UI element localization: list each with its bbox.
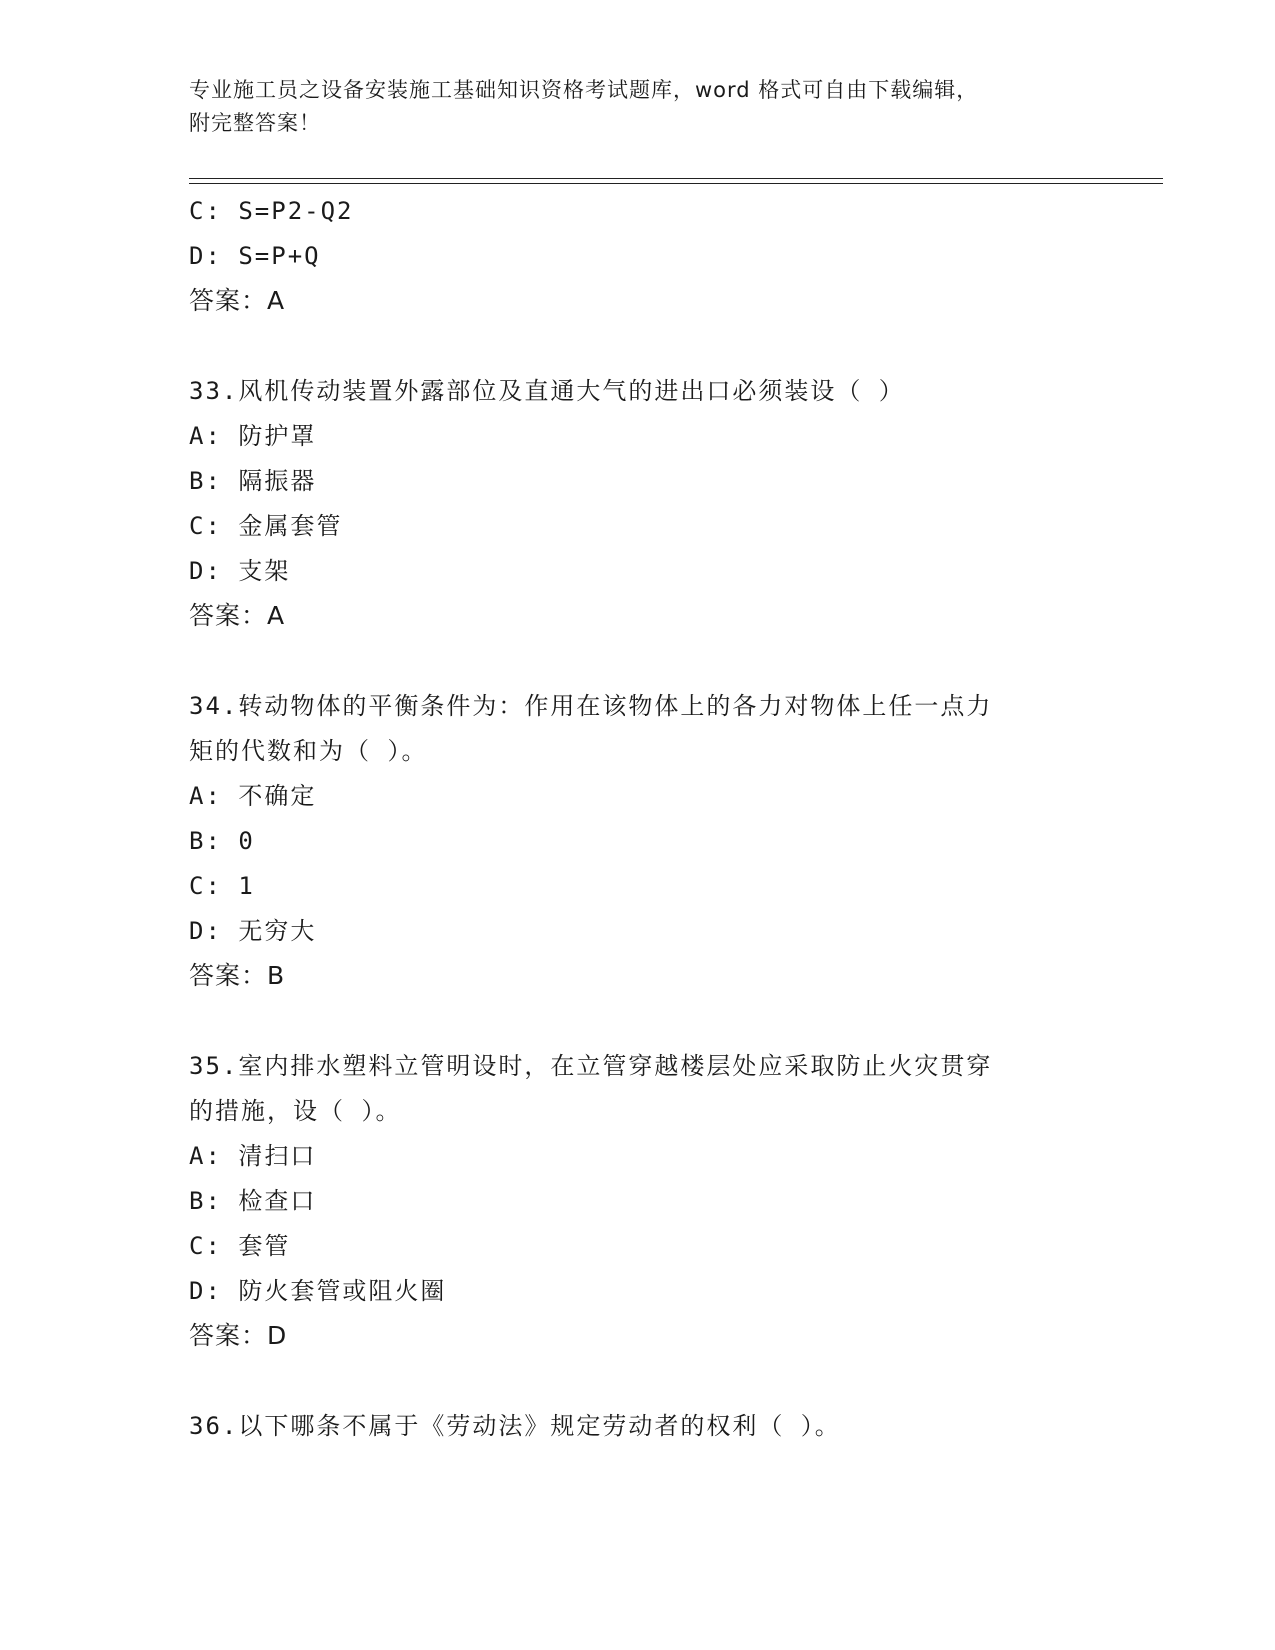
option-c: C: 套管 — [189, 1232, 291, 1260]
header-line-1: 专业施工员之设备安装施工基础知识资格考试题库，word 格式可自由下载编辑， — [189, 78, 979, 102]
option-c: C: 1 — [189, 872, 255, 900]
option-b: B: 检查口 — [189, 1187, 317, 1215]
question-33: 33.风机传动装置外露部位及直通大气的进出口必须装设（ ） — [189, 377, 905, 405]
option-d: D: 无穷大 — [189, 917, 317, 945]
question-36: 36.以下哪条不属于《劳动法》规定劳动者的权利（ ）。 — [189, 1412, 841, 1440]
option-c: C: 金属套管 — [189, 512, 343, 540]
question-35-continued: 的措施，设（ ）。 — [189, 1097, 402, 1125]
question-34: 34.转动物体的平衡条件为：作用在该物体上的各力对物体上任一点力 — [189, 692, 993, 720]
option-c: C: S=P2-Q2 — [189, 197, 354, 225]
document-header — [189, 74, 1089, 140]
option-a: A: 清扫口 — [189, 1142, 317, 1170]
header-divider-top — [189, 178, 1163, 179]
option-d: D: S=P+Q — [189, 242, 321, 270]
option-d: D: 支架 — [189, 557, 291, 585]
answer-line: 答案：B — [189, 961, 286, 990]
option-a: A: 不确定 — [189, 782, 317, 810]
answer-line: 答案：A — [189, 286, 286, 315]
option-d: D: 防火套管或阻火圈 — [189, 1277, 447, 1305]
answer-line: 答案：A — [189, 601, 286, 630]
option-a: A: 防护罩 — [189, 422, 317, 450]
question-34-continued: 矩的代数和为（ ）。 — [189, 737, 428, 765]
answer-line: 答案：D — [189, 1321, 288, 1350]
option-b: B: 隔振器 — [189, 467, 317, 495]
option-b: B: 0 — [189, 827, 255, 855]
question-35: 35.室内排水塑料立管明设时，在立管穿越楼层处应采取防止火灾贯穿 — [189, 1052, 993, 1080]
header-divider-bottom — [189, 183, 1163, 184]
header-line-2: 附完整答案！ — [189, 111, 321, 135]
